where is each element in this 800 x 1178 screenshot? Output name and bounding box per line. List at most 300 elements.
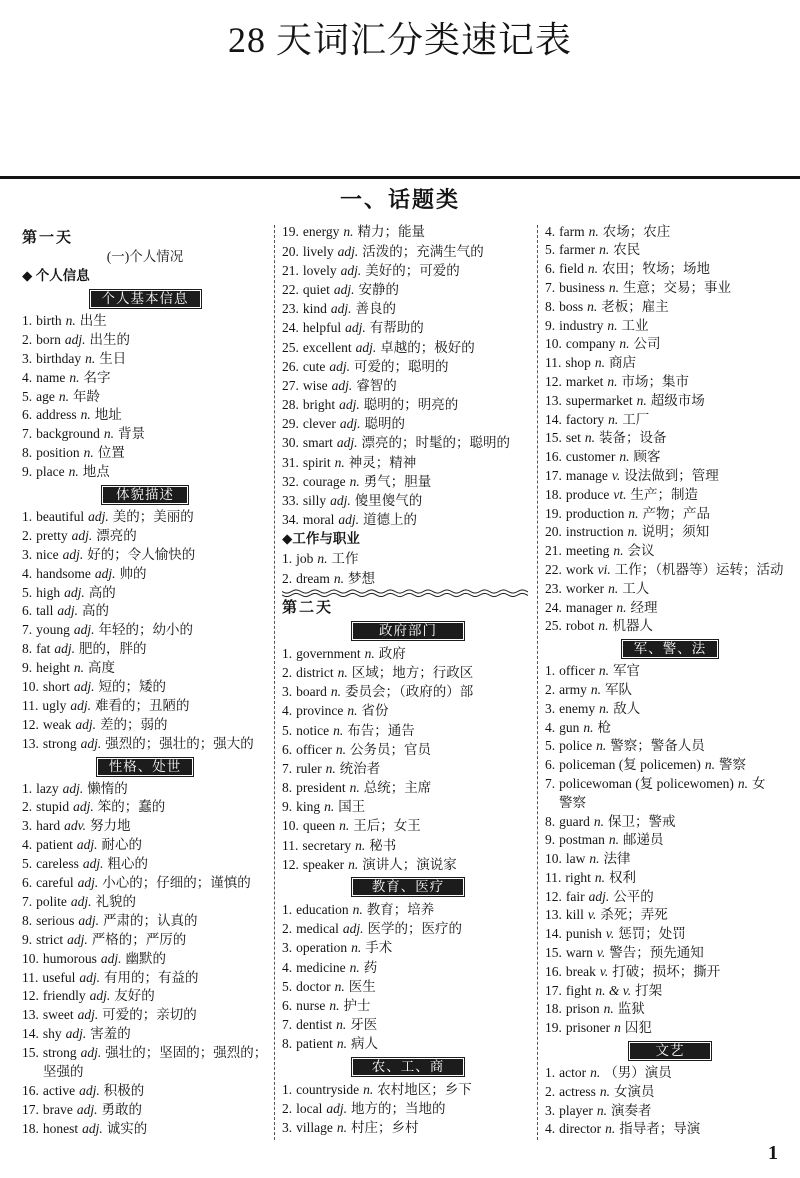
entry-pos: n [614,1020,621,1036]
entry-pos: adj. [65,1026,87,1042]
entry-number: 10. [282,818,299,834]
entry-word: law [565,851,586,867]
entry-word: lazy [36,780,59,796]
entry-pos: v. [599,963,609,979]
vocab-entry [545,523,795,542]
entry-meaning: 地点 [82,464,110,480]
entry-meaning: 军队 [605,681,632,697]
entry-number: 5. [545,738,556,754]
entry-meaning: 傻里傻气的 [354,493,423,509]
entry-pos: n. [616,599,627,615]
entry-number: 2. [22,331,33,347]
vocab-entry [545,317,795,336]
entry-pos: n. [587,298,598,314]
entry-meaning: 背景 [117,426,145,442]
entry-pos: vt. [613,486,627,502]
entry-pos: adj. [77,1007,99,1023]
vocab-entry [282,938,534,957]
entry-number: 5. [282,722,293,738]
entry-word: farm [559,223,585,239]
entry-meaning: 老板；雇主 [601,298,669,314]
entry-pos: n. [607,373,618,389]
entry-number: 10. [22,679,39,695]
vocab-entry [545,906,795,925]
entry-number: 8. [545,298,556,314]
entry-number: 19. [545,1020,562,1036]
entry-word: production [565,505,625,521]
entry-number: 2. [282,664,293,680]
entry-meaning: 帅的 [119,565,147,581]
entry-number: 1. [282,902,293,918]
entry-word: dream [296,570,330,586]
entry-word: birth [36,313,62,328]
entry-word: polite [36,893,67,909]
entry-word: secretary [302,837,352,853]
vocab-entry [282,1034,534,1053]
entry-meaning: 农村地区；乡下 [377,1081,472,1097]
entry-word: place [36,464,65,480]
vocab-entry-continued [545,794,795,813]
entry-pos: n. [347,703,358,719]
entry-meaning: 耐心的 [101,837,143,853]
section-heading: 一、话题类 [339,187,460,212]
entry-number: 5. [22,388,33,404]
entry-number: 34. [282,512,299,528]
entry-pos: n. [363,1081,374,1097]
entry-meaning: 女 [751,775,766,791]
entry-pos: adj. [80,735,102,751]
entry-number: 9. [22,464,33,480]
entry-pos: n. [608,279,620,295]
vocab-entry [282,740,534,759]
entry-number: 1. [22,780,33,796]
vocab-entry [545,448,795,467]
entry-number: 13. [22,735,39,751]
vocab-entry [282,376,534,395]
entry-number: 8. [282,780,293,796]
entry-meaning: 高的 [82,603,110,619]
entry-word: short [42,679,70,695]
entry-pos: n. [590,1065,601,1081]
entry-word: supermarket [565,392,633,408]
entry-meaning: 布告；通告 [347,722,415,738]
entry-word: fat [36,641,51,657]
entry-number: 1. [545,663,556,679]
entry-pos: n. [330,684,341,700]
entry-meaning: 差的；弱的 [100,716,168,732]
entry-number: 12. [282,856,299,872]
entry-meaning: 经理 [630,599,658,615]
entry-number: 3. [22,546,33,562]
entry-meaning: 超级市场 [650,392,705,408]
entry-number: 9. [22,660,33,676]
entry-pos: n. [583,719,594,735]
header-rule [0,176,800,179]
vocab-entry [282,682,534,701]
entry-word: name [36,369,66,385]
entry-pos: n. [334,454,345,470]
entry-word: company [565,336,616,352]
entry-meaning: 女演员 [613,1083,655,1099]
entry-pos: n. [355,837,366,853]
entry-pos: adj. [76,1101,98,1117]
vocab-entry [22,527,268,546]
entry-word: lovely [302,262,337,278]
entry-meaning: 友好的 [114,988,155,1004]
entry-meaning: 工作；（机器等）运转；活动 [614,561,784,577]
vocab-entry [22,1082,268,1101]
vocab-entry [282,778,534,797]
entry-meaning: 肥的，胖的 [79,641,147,657]
entry-meaning: 生意；交易；事业 [623,279,732,295]
entry-number: 32. [282,473,299,489]
entry-word: break [565,963,596,979]
entry-word: handsome [36,565,91,581]
vocab-entry [545,775,795,794]
entry-word: medicine [296,959,346,975]
vocab-entry [22,565,268,584]
entry-pos: n. [608,580,619,596]
vocab-entry [282,414,534,433]
vocab-entry [282,395,534,414]
entry-meaning: 好的；令人愉快的 [87,546,196,562]
entry-word: height [36,660,70,676]
entry-pos: adj. [64,331,86,347]
entry-word: age [36,388,55,404]
entry-word: farmer [559,242,596,258]
vocab-entry [22,1025,268,1044]
entry-number: 8. [545,813,556,829]
entry-number: 30. [282,435,299,451]
entry-number: 1. [282,1081,293,1097]
vocab-entry [22,912,268,931]
entry-meaning: 监狱 [617,1001,645,1017]
entry-number: 3. [282,940,293,956]
entry-number: 2. [22,799,33,815]
entry-pos: n. [333,570,344,586]
entry-pos: n. [599,1083,610,1099]
entry-meaning: 懒惰的 [87,780,128,796]
entry-meaning: 军官 [612,663,640,679]
vocab-entry [22,817,268,836]
entry-pos: adj. [326,1100,348,1116]
vocab-entry [282,721,534,740]
entry-pos: n. [349,780,360,796]
entry-pos: adj. [67,931,88,947]
entry-word: actor [559,1065,587,1081]
entry-meaning: 农田；牧场；场地 [602,261,710,277]
entry-number: 3. [22,350,33,366]
vocab-entry [282,663,534,682]
entry-meaning: 说明；须知 [641,524,710,540]
vocab-entry [22,735,268,754]
entry-word: energy [302,224,340,240]
vocab-entry [545,429,795,448]
entry-word: countryside [296,1081,360,1097]
vocab-entry [22,584,268,603]
entry-pos: adj. [57,603,79,619]
entry-pos: adj. [70,893,92,909]
entry-number: 8. [22,445,33,461]
entry-pos: n. [598,618,609,634]
entry-number: 8. [282,1036,293,1052]
entry-number: 6. [282,741,293,757]
entry-meaning-continued: 坚强的 [43,1063,84,1079]
entry-pos: v. [587,907,597,923]
entry-meaning: 工作 [331,551,359,567]
entry-number: 14. [545,926,562,942]
vocab-entry [545,813,795,832]
entry-number: 4. [545,1121,556,1137]
entry-number: 3. [282,684,293,700]
entry-pos: adv. [64,818,86,834]
entry-meaning-continued: 警察 [559,794,586,810]
entry-pos: n. [588,223,599,239]
entry-number: 4. [22,837,33,853]
entry-word: enemy [559,700,596,716]
entry-pos: n. [608,411,619,427]
entry-meaning: 病人 [351,1036,378,1052]
entry-number: 5. [22,584,33,600]
entry-meaning: 强壮的；坚固的；强烈的； [105,1045,268,1061]
vocab-entry [282,222,534,241]
entry-pos: adj. [82,856,104,872]
vocab-entry [22,798,268,817]
entry-word: policewoman (复 policewomen) [559,775,734,791]
entry-meaning: 枪 [597,719,611,735]
entry-meaning: 统治者 [339,760,381,776]
entry-meaning: 指导者；导演 [619,1121,701,1137]
vocab-entry [545,373,795,392]
entry-word: instruction [565,524,624,540]
category-label: 个人基本信息 [89,289,202,309]
entry-pos: adj. [336,435,358,451]
entry-meaning: 生日 [99,350,127,366]
entry-pos: adj. [331,377,353,393]
entry-meaning: 囚犯 [624,1020,652,1036]
entry-word: queen [302,818,336,834]
entry-pos: v. [596,945,606,961]
category-label: 文艺 [628,1041,712,1061]
entry-number: 3. [22,818,33,834]
entry-word: president [296,780,346,796]
category-label-row [22,286,268,312]
entry-word: kill [565,907,584,923]
entry-word: nice [36,546,59,562]
entry-pos: n. [704,757,715,773]
entry-number: 9. [545,317,556,333]
entry-number: 11. [282,837,299,853]
entry-word: active [42,1082,76,1098]
entry-meaning: 出生 [79,313,107,328]
vocab-entry [22,950,268,969]
entry-pos: adj. [73,622,95,638]
vocab-entry [545,737,795,756]
entry-pos: n. [590,681,601,697]
entry-number: 18. [545,1001,562,1017]
entry-meaning: 卓越的；极好的 [380,339,475,355]
entry-meaning: 顾客 [633,449,661,465]
vocab-entry [545,831,795,850]
entry-meaning: 善良的 [355,301,397,317]
entry-pos: n. [329,997,340,1013]
entry-number: 15. [22,1045,39,1061]
entry-meaning: 道德上的 [363,512,418,528]
entry-meaning: 王后；女王 [353,818,421,834]
entry-meaning: 警察；警备人员 [610,738,705,754]
vocab-entry [22,855,268,874]
entry-number: 14. [22,1026,39,1042]
entry-word: high [36,584,61,600]
entry-word: serious [36,912,75,928]
entry-word: punish [565,926,602,942]
entry-number: 2. [545,681,556,697]
entry-meaning: 秘书 [369,837,397,853]
entry-pos: n. [351,940,362,956]
entry-word: business [559,279,605,295]
entry-number: 22. [545,561,562,577]
entry-pos: n. [85,350,96,366]
entry-pos: adj. [54,641,76,657]
entry-word: right [565,869,591,885]
entry-word: patient [296,1036,333,1052]
entry-word: officer [296,741,332,757]
entry-word: education [296,902,349,918]
entry-number: 21. [545,543,562,559]
entry-word: nurse [296,997,326,1013]
entry-word: clever [302,416,336,432]
entry-number: 11. [22,969,39,985]
entry-meaning: 打架 [635,982,663,998]
entry-meaning: 活泼的；充满生气的 [362,243,484,259]
entry-pos: v. [611,467,621,483]
entry-meaning: 机器人 [612,618,653,634]
vocab-entry [282,318,534,337]
entry-word: work [565,561,594,577]
entry-number: 11. [545,355,562,371]
entry-meaning: 美好的；可爱的 [365,262,460,278]
vocab-entry [282,900,534,919]
entry-word: weak [42,716,72,732]
category-label: 军、警、法 [621,639,720,659]
vocab-entry [545,719,795,738]
vocab-entry [282,549,534,568]
vocab-entry [22,836,268,855]
vocab-entry [22,716,268,735]
entry-number: 24. [545,599,562,615]
entry-pos: adj. [64,584,85,600]
entry-pos: n. [598,663,609,679]
entry-word: field [559,261,584,277]
entry-pos: n. [336,1119,347,1135]
entry-meaning: 护士 [343,997,371,1013]
entry-number: 10. [22,950,39,966]
entry-pos: adj. [345,320,366,336]
vocab-entry [282,299,534,318]
entry-word: careful [36,875,74,891]
entry-meaning: 小心的；仔细的；谨慎的 [102,875,251,891]
vocab-entry [545,354,795,373]
vocab-entry [282,759,534,778]
entry-word: background [36,426,100,442]
vocab-entry [282,836,534,855]
vocab-entry [545,944,795,963]
vocab-entry [545,542,795,561]
entry-number: 7. [545,279,556,295]
entry-number: 3. [545,1102,556,1118]
entry-word: director [559,1121,602,1137]
entry-meaning: 漂亮的；时髦的；聪明的 [361,435,511,451]
entry-pos: n. [58,388,69,404]
vocab-entry [22,425,268,444]
entry-number: 4. [282,959,293,975]
entry-number: 18. [545,486,562,502]
entry-meaning: 惩罚；处罚 [618,926,686,942]
entry-pos: adj. [88,509,109,525]
entry-meaning: 地址 [94,407,122,423]
entry-pos: adj. [338,512,360,528]
entry-meaning: 位置 [97,445,125,461]
vocab-entry [545,1064,795,1083]
entry-pos: n. [337,664,348,680]
vocab-entry [545,617,795,636]
entry-word: dentist [296,1017,333,1033]
vocab-entry [22,312,268,331]
entry-number: 13. [545,392,562,408]
entry-meaning: 产物；产品 [642,505,710,521]
vocab-entry [545,925,795,944]
vocab-entry [282,1099,534,1118]
entry-meaning: 演讲人；演说家 [362,856,457,872]
entry-meaning: 幽默的 [125,950,167,966]
entry-number: 6. [282,997,293,1013]
entry-number: 1. [545,1065,556,1081]
entry-meaning: 神灵；精神 [348,454,417,470]
entry-meaning: 精力；能量 [357,224,425,240]
entry-number: 4. [22,369,33,385]
vocab-entry [545,486,795,505]
vocab-entry [545,411,795,430]
entry-number: 3. [545,700,556,716]
entry-word: province [296,703,344,719]
category-label: 性格、处世 [96,757,195,777]
entry-pos: adj. [77,875,99,891]
entry-meaning: 农场；农庄 [602,223,671,239]
entry-number: 31. [282,454,299,470]
vocab-entry [545,869,795,888]
entry-word: strong [42,1045,77,1061]
entry-meaning: 可爱的；亲切的 [102,1007,197,1023]
entry-meaning: 有帮助的 [369,320,424,336]
vocab-entry [545,681,795,700]
entry-meaning: 药 [363,959,378,975]
entry-word: strong [42,735,77,751]
entry-pos: n. [348,856,359,872]
entry-word: gun [559,719,580,735]
vocab-entry [545,335,795,354]
entry-word: worker [565,580,605,596]
entry-number: 12. [22,716,39,732]
entry-word: fair [565,888,585,904]
entry-pos: n. [333,722,344,738]
entry-word: shy [42,1026,62,1042]
entry-word: factory [565,411,605,427]
entry-pos: adj. [339,397,360,413]
entry-number: 8. [22,912,33,928]
entry-pos: n. [69,369,80,385]
entry-number: 9. [545,832,556,848]
vocab-entry [22,640,268,659]
